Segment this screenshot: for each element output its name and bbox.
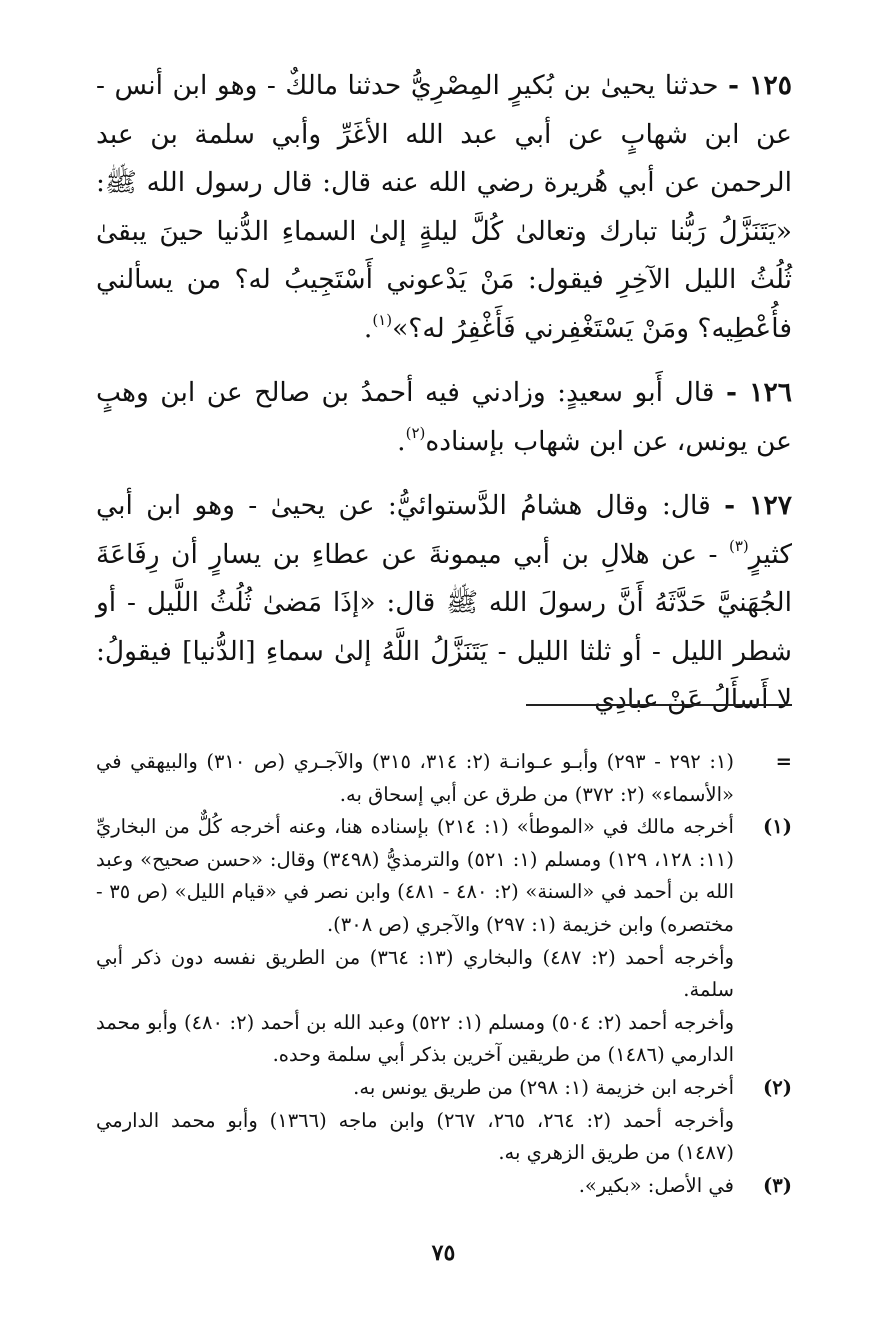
main-text (96, 62, 792, 725)
hadith-end: . (397, 425, 406, 457)
footnote-paragraph: وأخرجه أحمد (٢: ٥٠٤) ومسلم (١: ٥٢٢) وعبد الله بن أحمد (٢: ٤٨٠) وأبو محمد الدارمي (١٤٨٦) من طريقين آخرين بذكر أبي سلمة وحده. (96, 1010, 734, 1067)
footnote-paragraph: وأخرجه أحمد (٢: ٢٦٤، ٢٦٥، ٢٦٧) وابن ماجه (١٣٦٦) وأبو محمد الدارمي (١٤٨٧) من طريق الزهري به. (96, 1108, 734, 1165)
hadith-text: قال: وقال هشامُ الدَّستوائيُّ: عن يحيىٰ - وهو ابن أبي كثيرٍ (96, 490, 792, 570)
hadith-125 (96, 62, 792, 353)
hadith-127 (96, 482, 792, 725)
footnote-continuation (96, 746, 792, 811)
hadith-126 (96, 369, 792, 466)
hadith-number: ١٢٦ - (725, 377, 792, 408)
hadith-text: قال أَبو سعيدٍ: وزادني فيه أحمدُ بن صالح عن ابن وهبٍ عن يونس، عن ابن شهاب بإسناده (96, 377, 792, 457)
footnote-3 (96, 1170, 792, 1203)
footnote-marker: = (775, 750, 792, 773)
hadith-number: ١٢٥ - (727, 70, 792, 101)
footnote-1 (96, 811, 792, 1072)
footnote-marker: (٢) (763, 1075, 792, 1099)
page-number: ٧٥ (431, 1240, 456, 1266)
footnote-marker: (١) (763, 815, 792, 839)
footnote-2 (96, 1072, 792, 1170)
footnote-ref: (١) (372, 310, 393, 329)
footnote-text (96, 1072, 734, 1170)
footnote-text: في الأصل: «بكير». (578, 1173, 734, 1197)
footnote-text (96, 811, 734, 1072)
footnote-ref: (٣) (728, 536, 749, 555)
hadith-text-continued: - عن هلالِ بن أبي ميمونةَ عن عطاءِ بن يسارٍ أن رِفَاعَةَ الجُهَنيَّ حَدَّثَهُ أَنَّ رسولَ الله ﷺ قال: «إذَا مَضىٰ ثُلُثُ اللَّيل - أو شطر الليل - أو ثلثا الليل - يَتَنَزَّلُ اللَّهُ إلىٰ سماءِ [الدُّنيا] فيقولُ: لا أَسأَلُ عَنْ عبادِي (96, 538, 792, 715)
footnote-text: (١: ٢٩٢ - ٢٩٣) وأبـو عـوانـة (٢: ٣١٤، ٣١٥) والآجـري (ص ٣١٠) والبيهقي في «الأسماء» (٢: ٣٧٢) من طرق عن أبي إسحاق به. (96, 750, 734, 806)
footnote-paragraph: أخرجه ابن خزيمة (١: ٢٩٨) من طريق يونس به. (353, 1075, 734, 1099)
hadith-number: ١٢٧ - (724, 490, 792, 521)
footnotes (96, 746, 792, 1202)
footnote-ref: (٢) (405, 423, 426, 442)
footnote-paragraph: أخرجه مالك في «الموطأ» (١: ٢١٤) بإسناده هنا، وعنه أخرجه كُلٌّ من البخاريِّ (١١: ١٢٨، ١٢٩) ومسلم (١: ٥٢١) والترمذيُّ (٣٤٩٨) وقال: «حسن صحيح» وعبد الله بن أحمد في «السنة» (٢: ٤٨٠ - ٤٨١) وابن نصر في «قيام الليل» (ص ٣٥ - مختصره) وابن خزيمة (١: ٢٩٧) والآجري (ص ٣٠٨). (96, 815, 734, 936)
hadith-end: . (363, 312, 373, 344)
footnote-marker: (٣) (763, 1173, 792, 1197)
footnote-paragraph: وأخرجه أحمد (٢: ٤٨٧) والبخاري (١٣: ٣٦٤) من الطريق نفسه دون ذكر أبي سلمة. (96, 945, 734, 1002)
footnote-separator (526, 704, 792, 706)
hadith-text: حدثنا يحيىٰ بن بُكيرٍ المِصْرِيُّ حدثنا مالكٌ - وهو ابن أنس - عن ابن شهابٍ عن أبي عبد الله الأغَرِّ وأبي سلمة بن عبد الرحمن عن أبي هُريرة رضي الله عنه قال: قال رسول الله ﷺ: «يَتَنَزَّلُ رَبُّنا تبارك وتعالىٰ كُلَّ ليلةٍ إلىٰ السماءِ الدُّنيا حينَ يبقىٰ ثُلُثُ الليل الآخِرِ فيقول: مَنْ يَدْعوني أَسْتَجِيبُ له؟ من يسألني فأُعْطِيه؟ ومَنْ يَسْتَغْفِرني فَأَغْفِرُ له؟» (96, 70, 792, 344)
